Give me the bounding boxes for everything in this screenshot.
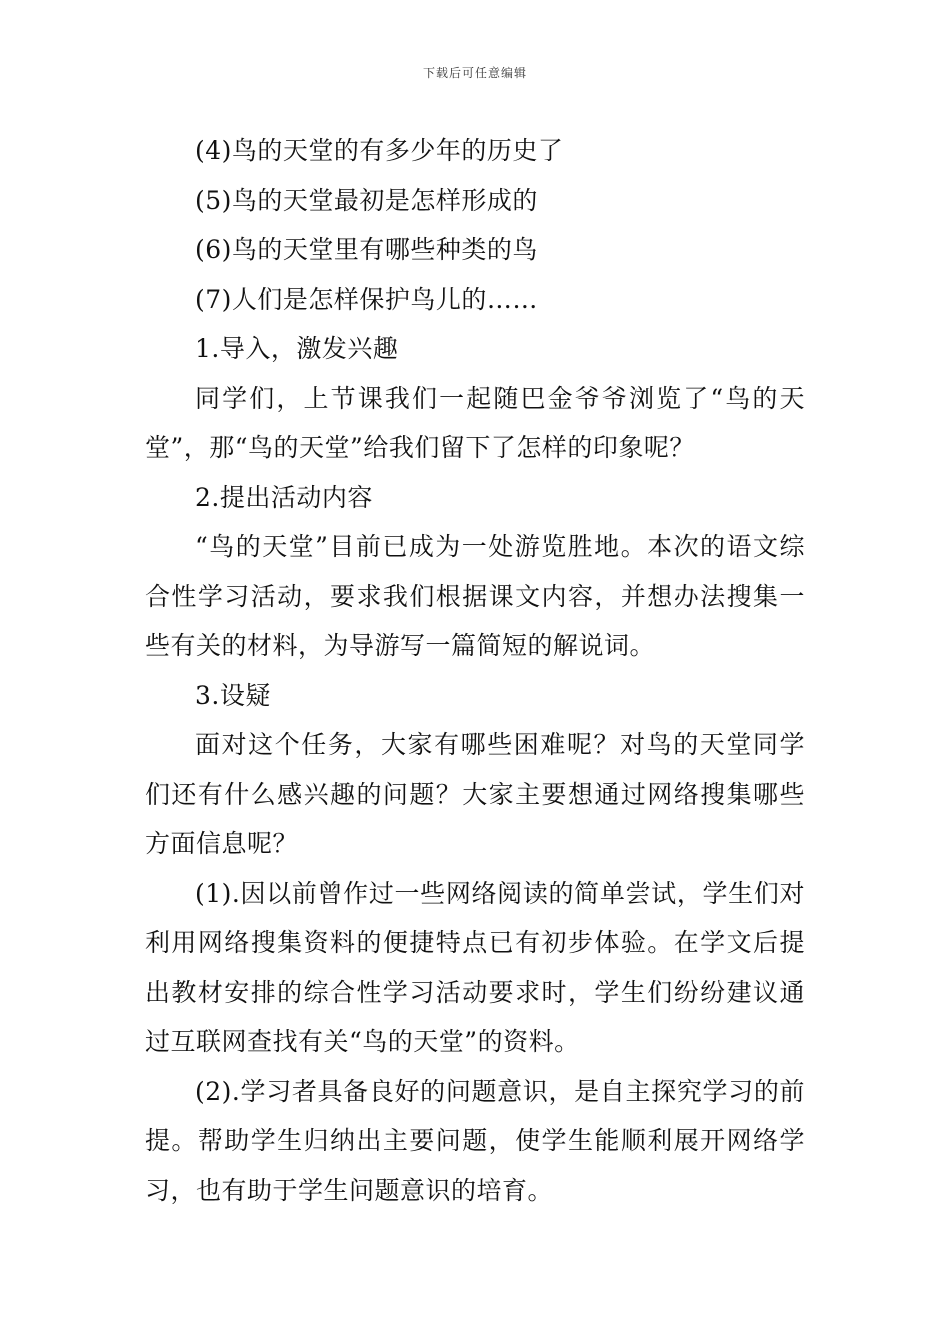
- list-item-7: (7)人们是怎样保护鸟儿的……: [195, 284, 538, 314]
- section-heading-3: 3.设疑: [195, 680, 271, 710]
- list-item-6: (6)鸟的天堂里有哪些种类的鸟: [195, 235, 538, 264]
- list-item-4: (4)鸟的天堂的有多少年的历史了: [195, 136, 564, 165]
- paragraph-intro: 同学们，上节课我们一起随巴金爷爷浏览了“鸟的天堂”，那“鸟的天堂”给我们留下了怎样的印象呢？: [145, 383, 805, 462]
- paragraph-note-1: (1).因以前曾作过一些网络阅读的简单尝试，学生们对利用网络搜集资料的便捷特点已有初步体验。在学文后提出教材安排的综合性学习活动要求时，学生们纷纷建议通过互联网查找有关“鸟的天堂”的资料。: [145, 878, 805, 1056]
- page-header: 下载后可任意编辑: [422, 66, 527, 80]
- paragraph-activity: “鸟的天堂”目前已成为一处游览胜地。本次的语文综合性学习活动，要求我们根据课文内容，并想办法搜集一些有关的材料，为导游写一篇简短的解说词。: [145, 532, 805, 660]
- section-heading-2: 2.提出活动内容: [195, 482, 373, 512]
- section-heading-1: 1.导入，激发兴趣: [195, 334, 399, 363]
- paragraph-note-2: (2).学习者具备良好的问题意识，是自主探究学习的前提。帮助学生归纳出主要问题，使学生能顺利展开网络学习，也有助于学生问题意识的培育。: [145, 1076, 805, 1205]
- list-item-5: (5)鸟的天堂最初是怎样形成的: [195, 185, 538, 215]
- document-body: [145, 126, 805, 1215]
- paragraph-questions: 面对这个任务，大家有哪些困难呢？对鸟的天堂同学们还有什么感兴趣的问题？大家主要想通过网络搜集哪些方面信息呢？: [145, 730, 805, 858]
